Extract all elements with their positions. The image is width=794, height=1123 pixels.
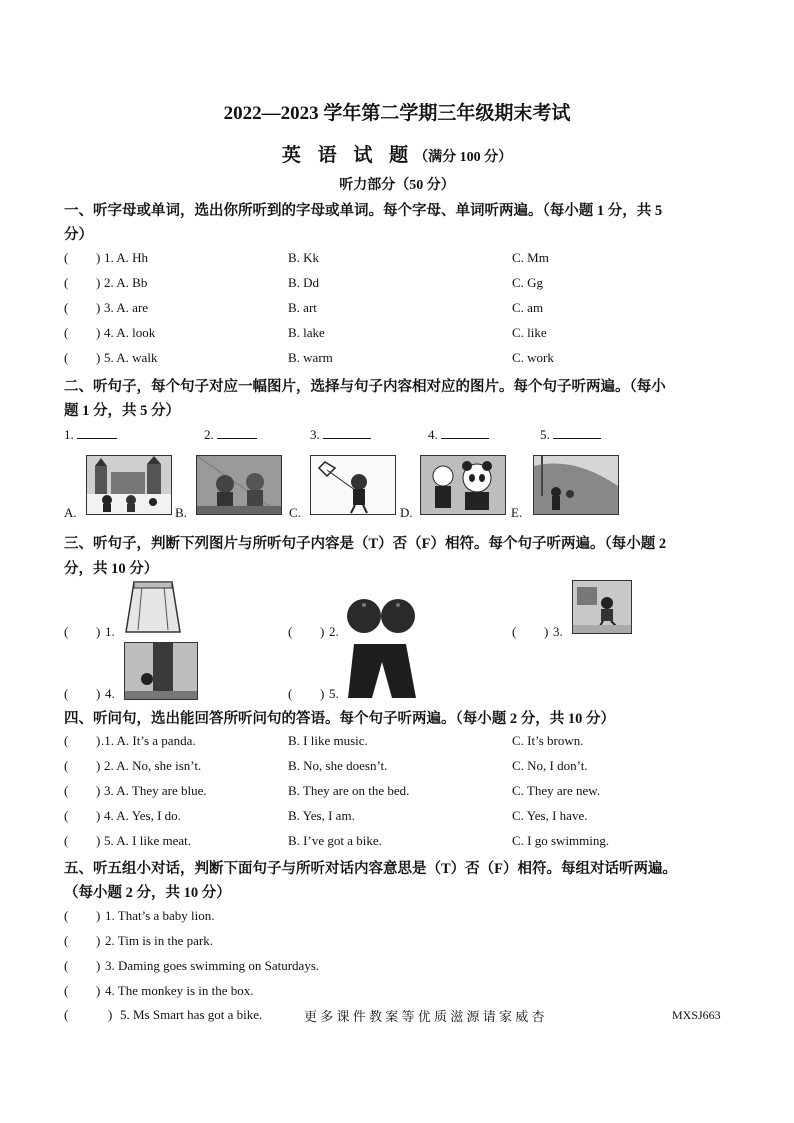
picture-tree: [124, 642, 198, 700]
blank-line[interactable]: [441, 426, 489, 439]
answer-paren-close: ): [320, 624, 325, 639]
answer-paren-open[interactable]: (: [64, 958, 69, 973]
answer-paren-close: ): [96, 833, 101, 848]
answer-paren-close: ): [96, 325, 101, 340]
section5-instruction: 五、听五组小对话，判断下面句子与所听对话内容意思是（T）否（F）相符。每组对话听两遍。: [64, 861, 678, 877]
footer-note: 更 多 课 件 教 案 等 优 质 滋 源 请 家 威 杏: [304, 1009, 545, 1024]
section3-instruction: 三、听句子，判断下列图片与所听句子内容是（T）否（F）相符。每个句子听两遍。（每小题 2: [64, 536, 667, 552]
answer-blank-2[interactable]: [204, 426, 257, 443]
option-b: B. I’ve got a bike.: [288, 833, 382, 848]
statement-text: 3. Daming goes swimming on Saturdays.: [105, 958, 320, 973]
answer-paren-close: ): [96, 300, 101, 315]
option-a: 4. A. Yes, I do.: [104, 808, 181, 823]
option-c: C. work: [512, 350, 554, 365]
option-c: C. It’s brown.: [512, 733, 584, 748]
answer-paren-close: ): [96, 350, 101, 365]
option-a: 1. A. Hh: [104, 250, 149, 265]
option-c: C. am: [512, 300, 544, 315]
option-a: .1. A. It’s a panda.: [101, 733, 196, 748]
section5-instruction-cont: （每小题 2 分，共 10 分）: [64, 885, 231, 901]
answer-paren-open[interactable]: (: [64, 1007, 69, 1022]
option-a: 2. A. No, she isn’t.: [104, 758, 202, 773]
full-score: （满分 100 分）: [414, 150, 513, 165]
answer-paren-close: ): [108, 1007, 113, 1022]
picture-skirt: [124, 580, 182, 641]
section1-instruction: 一、听字母或单词，选出你所听到的字母或单词。每个字母、单词听两遍。（每小题 1 分，共 5: [64, 203, 663, 219]
answer-paren-close: ): [544, 624, 549, 639]
option-b: B. No, she doesn’t.: [288, 758, 388, 773]
blank-number: 5.: [540, 427, 550, 442]
answer-paren-open[interactable]: (: [64, 783, 69, 798]
answer-paren-close: ): [96, 808, 101, 823]
option-a: 5. A. I like meat.: [104, 833, 192, 848]
option-c: C. like: [512, 325, 547, 340]
answer-paren-open[interactable]: (: [288, 686, 293, 701]
option-b: B. I like music.: [288, 733, 368, 748]
answer-paren-close: ): [96, 275, 101, 290]
answer-blank-1[interactable]: [64, 426, 117, 443]
blank-number: 3.: [310, 427, 320, 442]
picture-c-kite: [310, 455, 396, 515]
blank-line[interactable]: [553, 426, 601, 439]
answer-paren-close: ): [96, 758, 101, 773]
answer-paren-open[interactable]: (: [64, 275, 69, 290]
picture-e-hill: [533, 455, 619, 515]
option-a: 3. A. are: [104, 300, 149, 315]
blank-number: 1.: [64, 427, 74, 442]
option-b: B. warm: [288, 350, 333, 365]
option-a: 4. A. look: [104, 325, 156, 340]
picture-two-coins: [346, 593, 418, 644]
picture-b-kids-playing: [196, 455, 282, 515]
option-b: B. Kk: [288, 250, 320, 265]
option-b: B. lake: [288, 325, 325, 340]
answer-paren-open[interactable]: (: [288, 624, 293, 639]
picture-label-b: B.: [175, 505, 187, 520]
statement-text: 1. That’s a baby lion.: [105, 908, 215, 923]
picture-a-snow-castle: [86, 455, 172, 515]
answer-paren-close: ): [96, 250, 101, 265]
blank-line[interactable]: [323, 426, 371, 439]
answer-paren-close: ): [96, 783, 101, 798]
answer-paren-close: ): [96, 933, 101, 948]
picture-label-d: D.: [400, 505, 413, 520]
blank-number: 4.: [428, 427, 438, 442]
answer-paren-open[interactable]: (: [64, 833, 69, 848]
item-number: 3.: [553, 624, 563, 639]
answer-paren-open[interactable]: (: [64, 350, 69, 365]
option-c: C. Yes, I have.: [512, 808, 588, 823]
answer-paren-open[interactable]: (: [64, 908, 69, 923]
item-number: 5.: [329, 686, 339, 701]
option-a: 2. A. Bb: [104, 275, 148, 290]
blank-line[interactable]: [77, 426, 117, 439]
item-number: 1.: [105, 624, 115, 639]
picture-d-panda-and-boy: [420, 455, 506, 515]
option-a: 3. A. They are blue.: [104, 783, 207, 798]
answer-paren-open[interactable]: (: [64, 808, 69, 823]
statement-text: 4. The monkey is in the box.: [105, 983, 254, 998]
exam-title: 2022—2023 学年第二学期三年级期末考试: [223, 103, 571, 124]
answer-blank-5[interactable]: [540, 426, 601, 443]
item-number: 2.: [329, 624, 339, 639]
answer-paren-open[interactable]: (: [64, 686, 69, 701]
answer-blank-4[interactable]: [428, 426, 489, 443]
section2-instruction: 二、听句子，每个句子对应一幅图片，选择与句子内容相对应的图片。每个句子听两遍。（每小: [64, 379, 666, 395]
answer-paren-close: ): [96, 908, 101, 923]
option-c: C. I go swimming.: [512, 833, 610, 848]
answer-paren-open[interactable]: (: [64, 250, 69, 265]
answer-blank-3[interactable]: [310, 426, 371, 443]
section4-instruction: 四、听问句，选出能回答所听问句的答语。每个句子听两遍。（每小题 2 分，共 10 分）: [64, 711, 615, 727]
option-b: B. They are on the bed.: [288, 783, 410, 798]
picture-trousers: [344, 642, 420, 705]
answer-paren-open[interactable]: (: [512, 624, 517, 639]
answer-paren-close: ): [96, 686, 101, 701]
subject-line: [0, 140, 794, 167]
answer-paren-open[interactable]: (: [64, 983, 69, 998]
answer-paren-close: ): [320, 686, 325, 701]
answer-paren-open[interactable]: (: [64, 624, 69, 639]
answer-paren-open[interactable]: (: [64, 758, 69, 773]
statement-text: 2. Tim is in the park.: [105, 933, 213, 948]
blank-line[interactable]: [217, 426, 257, 439]
document-code: MXSJ663: [672, 1008, 721, 1022]
option-c: C. Mm: [512, 250, 549, 265]
answer-paren-open[interactable]: (: [64, 933, 69, 948]
section3-instruction-cont: 分，共 10 分）: [64, 561, 159, 577]
subject-title: 英 语 试 题: [281, 145, 415, 166]
option-b: B. Yes, I am.: [288, 808, 355, 823]
picture-boy-running: [572, 580, 632, 634]
listening-heading: 听力部分（50 分）: [339, 178, 455, 193]
blank-number: 2.: [204, 427, 214, 442]
section1-instruction-cont: 分）: [64, 227, 93, 243]
option-c: C. Gg: [512, 275, 544, 290]
answer-paren-open[interactable]: (: [64, 733, 69, 748]
option-c: C. No, I don’t.: [512, 758, 588, 773]
option-a: 5. A. walk: [104, 350, 158, 365]
item-number: 4.: [105, 686, 115, 701]
answer-paren-close: ): [96, 624, 101, 639]
answer-paren-open[interactable]: (: [64, 325, 69, 340]
answer-paren-close: ): [96, 733, 101, 748]
option-b: B. art: [288, 300, 317, 315]
answer-paren-close: ): [96, 983, 101, 998]
picture-label-c: C.: [289, 505, 301, 520]
picture-label-e: E.: [511, 505, 523, 520]
option-c: C. They are new.: [512, 783, 601, 798]
answer-paren-open[interactable]: (: [64, 300, 69, 315]
section2-instruction-cont: 题 1 分，共 5 分）: [64, 403, 180, 419]
option-b: B. Dd: [288, 275, 320, 290]
answer-paren-close: ): [96, 958, 101, 973]
picture-label-a: A.: [64, 505, 77, 520]
statement-text: 5. Ms Smart has got a bike.: [120, 1007, 263, 1022]
